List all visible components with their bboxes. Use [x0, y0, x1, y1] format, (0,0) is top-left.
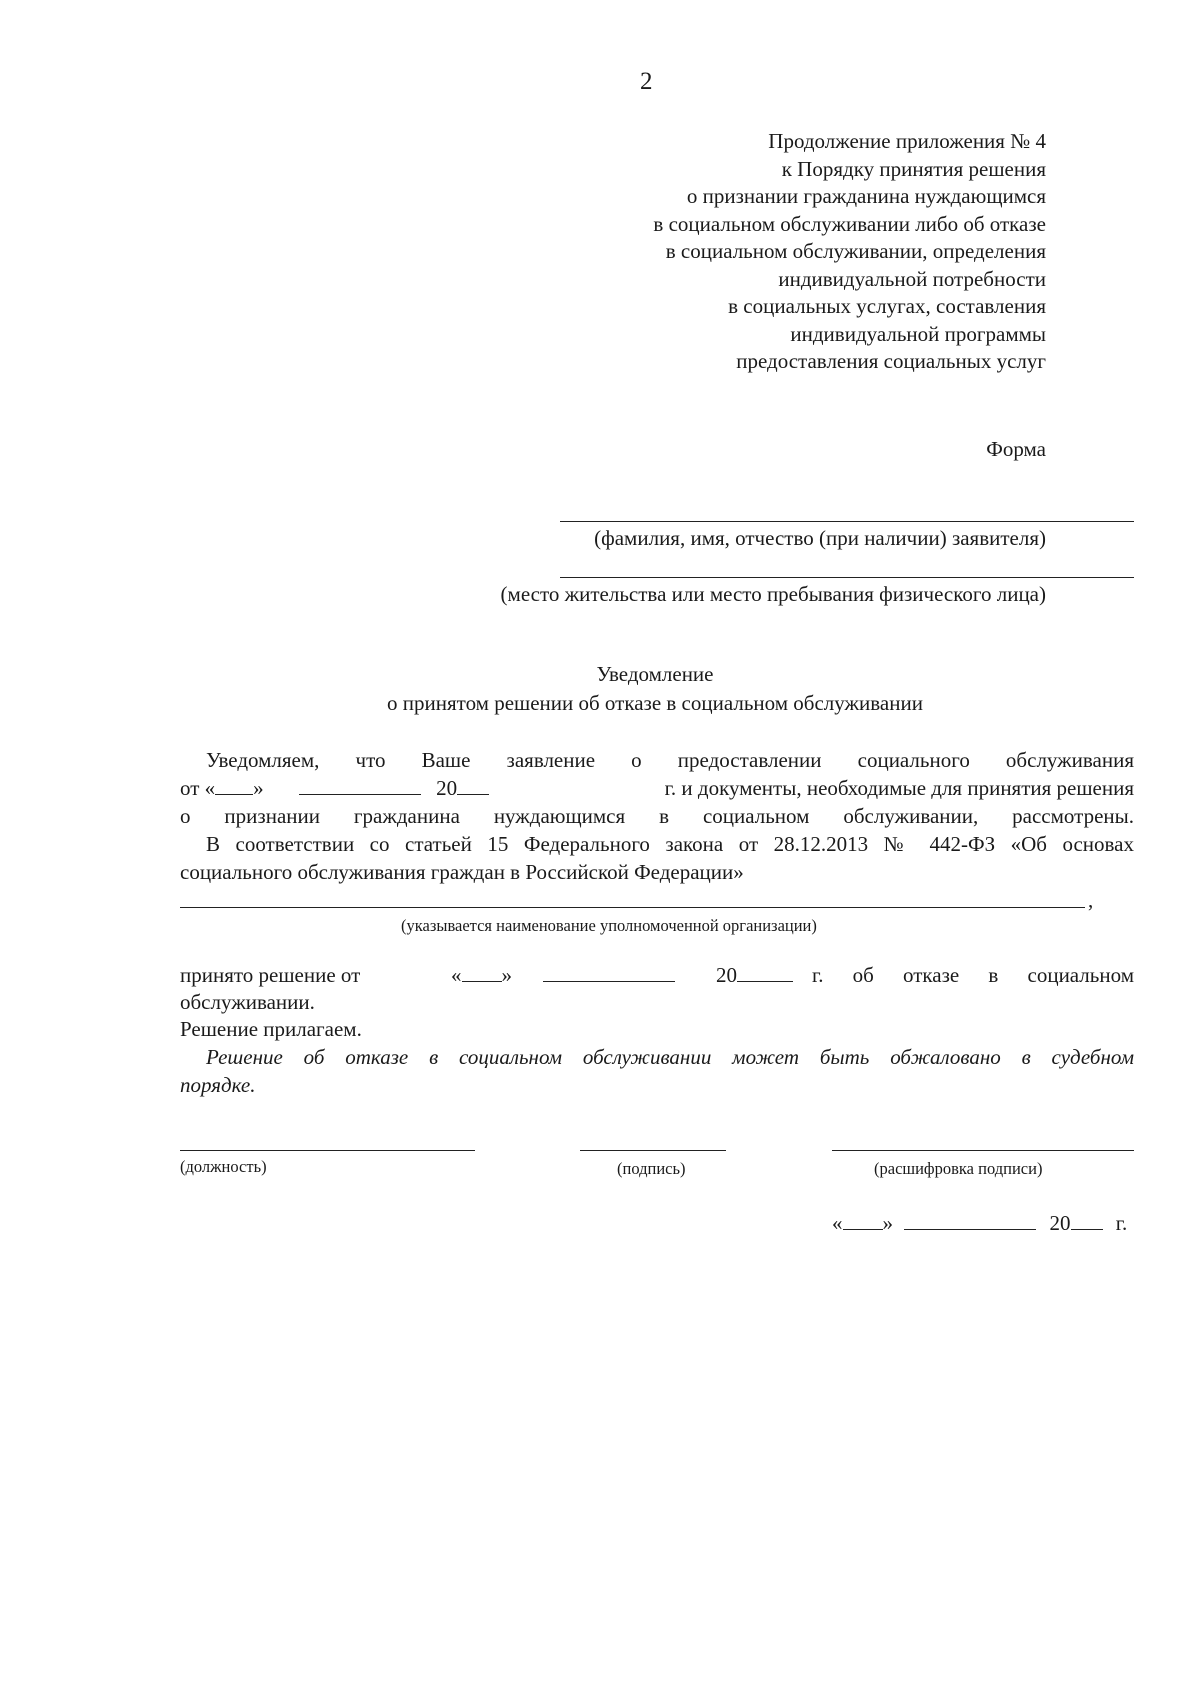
heading-line: индивидуальной потребности: [778, 266, 1046, 291]
date-month-blank[interactable]: [904, 1211, 1036, 1230]
notice-subtitle: о принятом решении об отказе в социальном обслуживании: [387, 691, 923, 715]
year-suffix: г.: [1115, 1211, 1128, 1235]
quote-open: «: [832, 1211, 843, 1235]
signature-caption: (подпись): [617, 1159, 686, 1178]
date-year-blank[interactable]: [1071, 1211, 1103, 1230]
organization-comma: ,: [1088, 888, 1094, 912]
quote-close: »: [882, 1211, 893, 1235]
organization-line[interactable]: [180, 907, 1085, 908]
year-prefix: 20: [436, 776, 458, 800]
paragraph-2-line-2: социального обслуживания граждан в Российской Федерации»: [180, 860, 744, 884]
decision-date-month: [543, 963, 675, 988]
notice-title-block: [0, 660, 1200, 718]
paragraph-2-line-1: В соответствии со статьей 15 Федерального закона от 28.12.2013 № 442-ФЗ «Об основах: [206, 832, 1134, 856]
month-blank[interactable]: [299, 776, 421, 795]
applicant-address-caption: (место жительства или место пребывания физического лица): [500, 582, 1046, 606]
paragraph-1-line-2: [180, 776, 1134, 801]
signing-date: [832, 1211, 1127, 1236]
signature-decode-caption: (расшифровка подписи): [874, 1159, 1043, 1178]
decision-date-year: [716, 963, 793, 988]
organization-caption: (указывается наименование уполномоченной организации): [401, 916, 817, 935]
heading-line: индивидуальной программы: [790, 321, 1046, 346]
quote-close: »: [253, 776, 264, 800]
appeal-line-1: Решение об отказе в социальном обслуживании может быть обжаловано в судебном: [206, 1045, 1134, 1069]
notice-title: Уведомление: [596, 662, 714, 686]
heading-line: в социальном обслуживании либо об отказе: [653, 211, 1046, 236]
attached-text: Решение прилагаем.: [180, 1017, 362, 1041]
date-day-blank[interactable]: [843, 1211, 883, 1230]
form-label: Форма: [986, 437, 1046, 461]
heading-line: Продолжение приложения № 4: [768, 129, 1046, 153]
year-prefix: 20: [1049, 1211, 1071, 1235]
heading-line: к Порядку принятия решения: [781, 156, 1046, 181]
decision-continuation: обслуживании.: [180, 990, 315, 1014]
signature-line[interactable]: [580, 1150, 726, 1151]
paragraph-1-line-3: о признании гражданина нуждающимся в социальном обслуживании, рассмотрены.: [180, 804, 1134, 828]
decision-rest: г. об отказе в социальном: [812, 963, 1134, 987]
applicant-address-line[interactable]: [560, 577, 1134, 578]
signature-decode-line[interactable]: [832, 1150, 1134, 1151]
decision-date-day: [451, 963, 512, 988]
from-label: от «: [180, 776, 216, 800]
applicant-name-caption: (фамилия, имя, отчество (при наличии) заявителя): [594, 526, 1046, 550]
heading-line: предоставления социальных услуг: [736, 349, 1046, 373]
year-prefix: 20: [716, 963, 737, 987]
year-blank[interactable]: [457, 776, 489, 795]
decision-month-blank[interactable]: [543, 963, 675, 982]
heading-line: о признании гражданина нуждающимся: [686, 184, 1046, 208]
position-caption: (должность): [180, 1157, 267, 1176]
position-line[interactable]: [180, 1150, 475, 1151]
paragraph-1-line-1: Уведомляем, что Ваше заявление о предоставлении социального обслуживания: [206, 748, 1134, 772]
appeal-line-2: порядке.: [180, 1073, 256, 1097]
appendix-heading: [653, 128, 1046, 376]
day-blank[interactable]: [215, 776, 253, 795]
page-number: 2: [640, 68, 653, 95]
documents-text: г. и документы, необходимые для принятия решения: [664, 776, 1134, 800]
quote-open: «: [451, 963, 462, 987]
heading-line: в социальных услугах, составления: [728, 294, 1046, 318]
quote-close: »: [501, 963, 512, 987]
heading-line: в социальном обслуживании, определения: [665, 239, 1046, 263]
applicant-name-line[interactable]: [560, 521, 1134, 522]
decision-prefix: принято решение от: [180, 963, 361, 987]
decision-year-blank[interactable]: [737, 963, 793, 982]
decision-day-blank[interactable]: [462, 963, 502, 982]
